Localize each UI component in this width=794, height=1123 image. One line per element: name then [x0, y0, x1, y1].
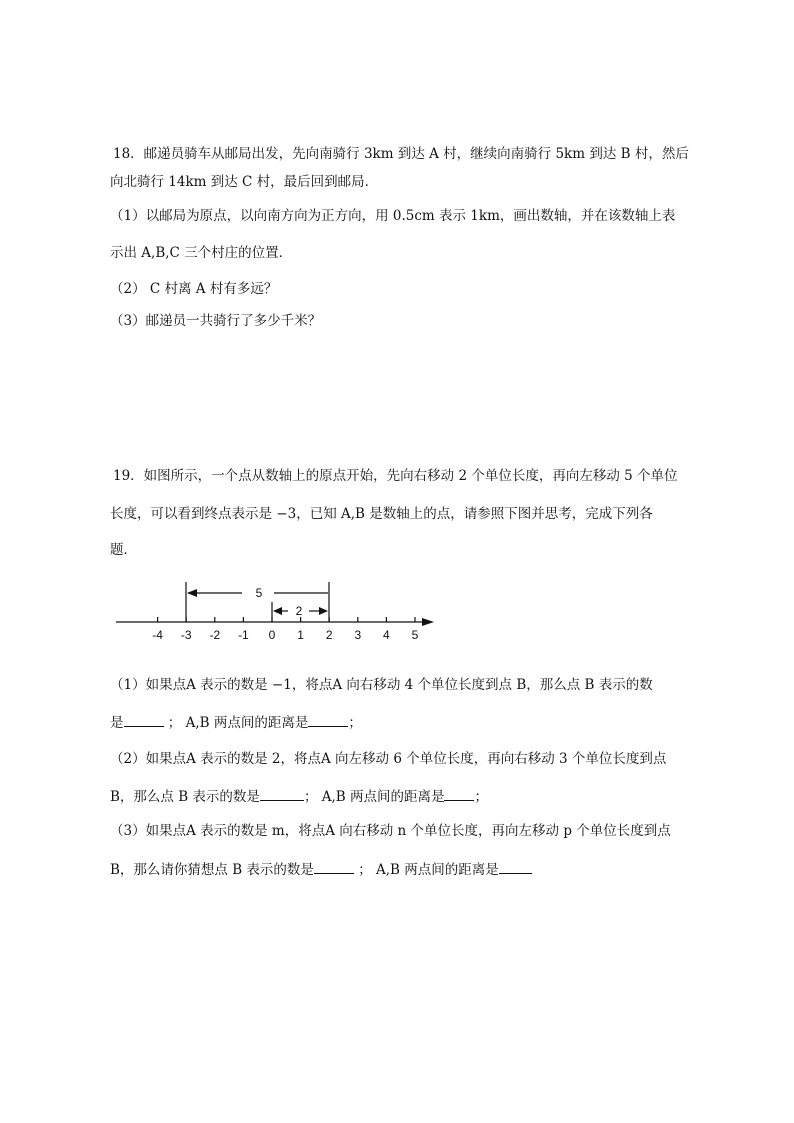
q19-p2-mid: ； A,B 两点间的距离是 — [303, 789, 445, 805]
q18-line2: 向北骑行 14km 到达 C 村，最后回到邮局． — [110, 174, 379, 190]
q19-p3-mid: ； A,B 两点间的距离是 — [353, 862, 499, 878]
answer-blank-6[interactable] — [499, 859, 532, 874]
q19-p1-mid: ； A,B 两点间的距离是 — [163, 715, 309, 731]
q19-part1-line1: （1）如果点A 表示的数是 −1，将点A 向右移动 4 个单位长度到点 B，那么点 B 表示的数 — [110, 677, 653, 693]
q19-p2-prefix: B，那么点 B 表示的数是 — [110, 789, 260, 805]
tick-label: -2 — [209, 628, 221, 642]
q19-p2-end: ； — [474, 789, 488, 805]
q18-line1: 18．邮递员骑车从邮局出发，先向南骑行 3km 到达 A 村，继续向南骑行 5km 到达 B 村，然后 — [113, 146, 689, 162]
q19-p1-end: ； — [348, 715, 362, 731]
span-2-label: 2 — [295, 604, 303, 618]
q19-line3: 题． — [110, 542, 137, 558]
tick-label: -3 — [180, 628, 192, 642]
q19-line2: 长度，可以看到终点表示是 −3，已知 A,B 是数轴上的点，请参照下图并思考，完成下列各 — [110, 506, 653, 522]
answer-blank-5[interactable] — [314, 859, 354, 874]
tick-label: 0 — [268, 628, 276, 642]
tick-label: -1 — [238, 628, 249, 642]
span-2-left-arrow — [273, 607, 282, 615]
q19-part1-line2 — [110, 712, 362, 732]
q18-part1-line1: （1）以邮局为原点，以向南方向为正方向，用 0.5cm 表示 1km，画出数轴，并在该数轴上表 — [110, 208, 676, 224]
tick-label: 2 — [325, 628, 333, 642]
q18-part1-line2: 示出 A,B,C 三个村庄的位置． — [110, 245, 293, 261]
answer-blank-3[interactable] — [260, 786, 304, 801]
span-5-left-arrow — [187, 589, 197, 597]
answer-blank-1[interactable] — [124, 712, 164, 727]
tick-label: 4 — [383, 628, 390, 642]
answer-blank-2[interactable] — [308, 712, 348, 727]
span-2-right-arrow — [319, 607, 328, 615]
q18-part2: （2） C 村离 A 村有多远？ — [110, 281, 278, 297]
q19-part2-line2 — [110, 786, 488, 806]
tick-label: -4 — [152, 628, 163, 642]
tick-label: 1 — [297, 628, 304, 642]
axis-arrowhead — [422, 618, 434, 626]
tick-group — [152, 617, 418, 642]
q19-part3-line1: （3）如果点A 表示的数是 m，将点A 向右移动 n 个单位长度，再向左移动 p 个单位长度到点 — [110, 823, 671, 839]
q19-p1-prefix: 是 — [110, 715, 124, 731]
answer-blank-4[interactable] — [444, 786, 474, 801]
q19-part2-line1: （2）如果点A 表示的数是 2，将点A 向左移动 6 个单位长度，再向右移动 3 个单位长度到点 — [110, 751, 667, 767]
tick-label: 5 — [411, 628, 419, 642]
number-line-figure — [110, 570, 440, 650]
q19-part3-line2 — [110, 859, 532, 879]
q18-part3: （3）邮递员一共骑行了多少千米？ — [110, 313, 322, 329]
q19-line1: 19．如图所示，一个点从数轴上的原点开始，先向右移动 2 个单位长度，再向左移动 5 个单位 — [113, 468, 678, 484]
span-5-label: 5 — [255, 586, 263, 600]
q19-p3-prefix: B，那么请你猜想点 B 表示的数是 — [110, 862, 314, 878]
tick-label: 3 — [354, 628, 362, 642]
